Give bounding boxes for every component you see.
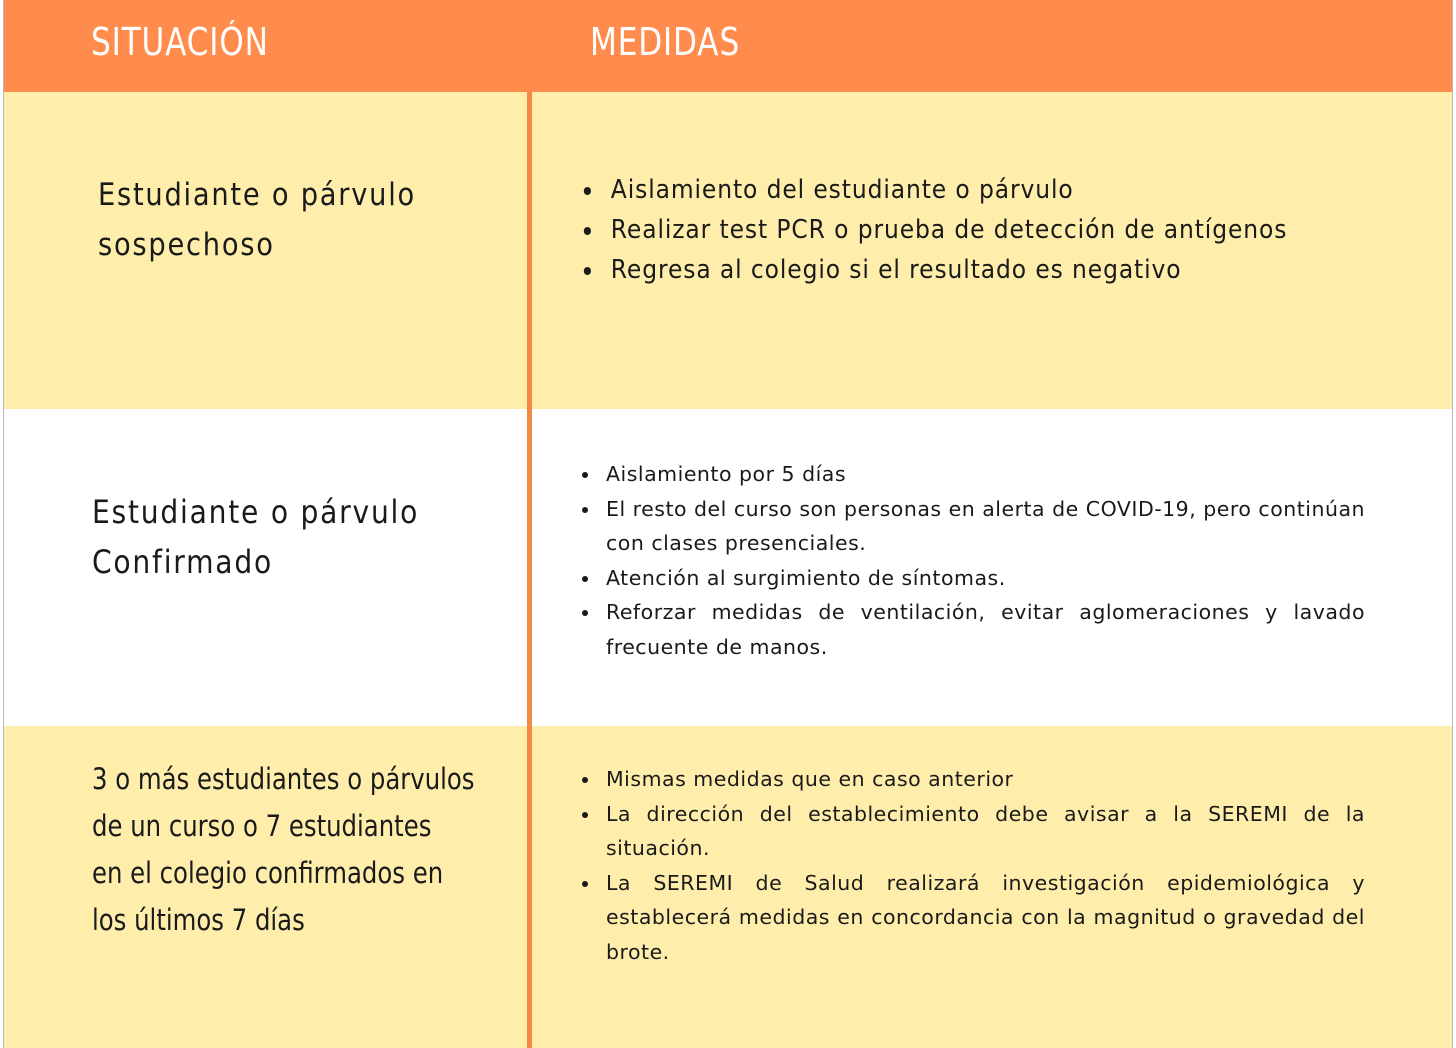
table-row-confirmado <box>4 409 1452 726</box>
situacion-cell <box>92 756 475 944</box>
medida-item: Regresa al colegio si el resultado es negativo <box>582 250 1287 290</box>
situacion-line: sospechoso <box>98 227 275 263</box>
medida-item: Realizar test PCR o prueba de detección de antígenos <box>582 210 1287 250</box>
medidas-list <box>580 762 1365 969</box>
medida-item: Reforzar medidas de ventilación, evitar aglomeraciones y lavado frecuente de manos. <box>580 595 1365 664</box>
medida-item: Mismas medidas que en caso anterior <box>580 762 1365 797</box>
situacion-line: Confirmado <box>92 543 273 581</box>
medidas-list <box>580 457 1365 664</box>
table-row-brote <box>4 726 1452 1048</box>
situacion-line: 3 o más estudiantes o párvulos <box>92 762 475 796</box>
medida-item: La dirección del establecimiento debe avisar a la SEREMI de la situación. <box>580 797 1365 866</box>
medida-item: La SEREMI de Salud realizará investigación epidemiológica y establecerá medidas en concordancia con la magnitud o gravedad del brote. <box>580 866 1365 970</box>
medida-item: Atención al surgimiento de síntomas. <box>580 561 1365 596</box>
protocol-table <box>3 0 1453 1048</box>
column-divider <box>527 92 532 1048</box>
table-header <box>4 0 1452 92</box>
situacion-line: Estudiante o párvulo <box>98 177 417 213</box>
situacion-line: en el colegio confirmados en <box>92 856 444 890</box>
medidas-list <box>582 170 1366 290</box>
header-medidas: MEDIDAS <box>590 20 741 64</box>
situacion-cell <box>92 487 419 587</box>
situacion-cell <box>98 170 416 270</box>
situacion-line: de un curso o 7 estudiantes <box>92 809 432 843</box>
header-situacion: SITUACIÓN <box>91 20 269 64</box>
medida-item: Aislamiento del estudiante o párvulo <box>582 170 1287 210</box>
situacion-line: los últimos 7 días <box>92 903 305 937</box>
medida-item: El resto del curso son personas en alerta de COVID-19, pero continúan con clases presenciales. <box>580 492 1365 561</box>
medida-item: Aislamiento por 5 días <box>580 457 1365 492</box>
situacion-line: Estudiante o párvulo <box>92 493 420 531</box>
table-row-sospechoso <box>4 92 1452 409</box>
